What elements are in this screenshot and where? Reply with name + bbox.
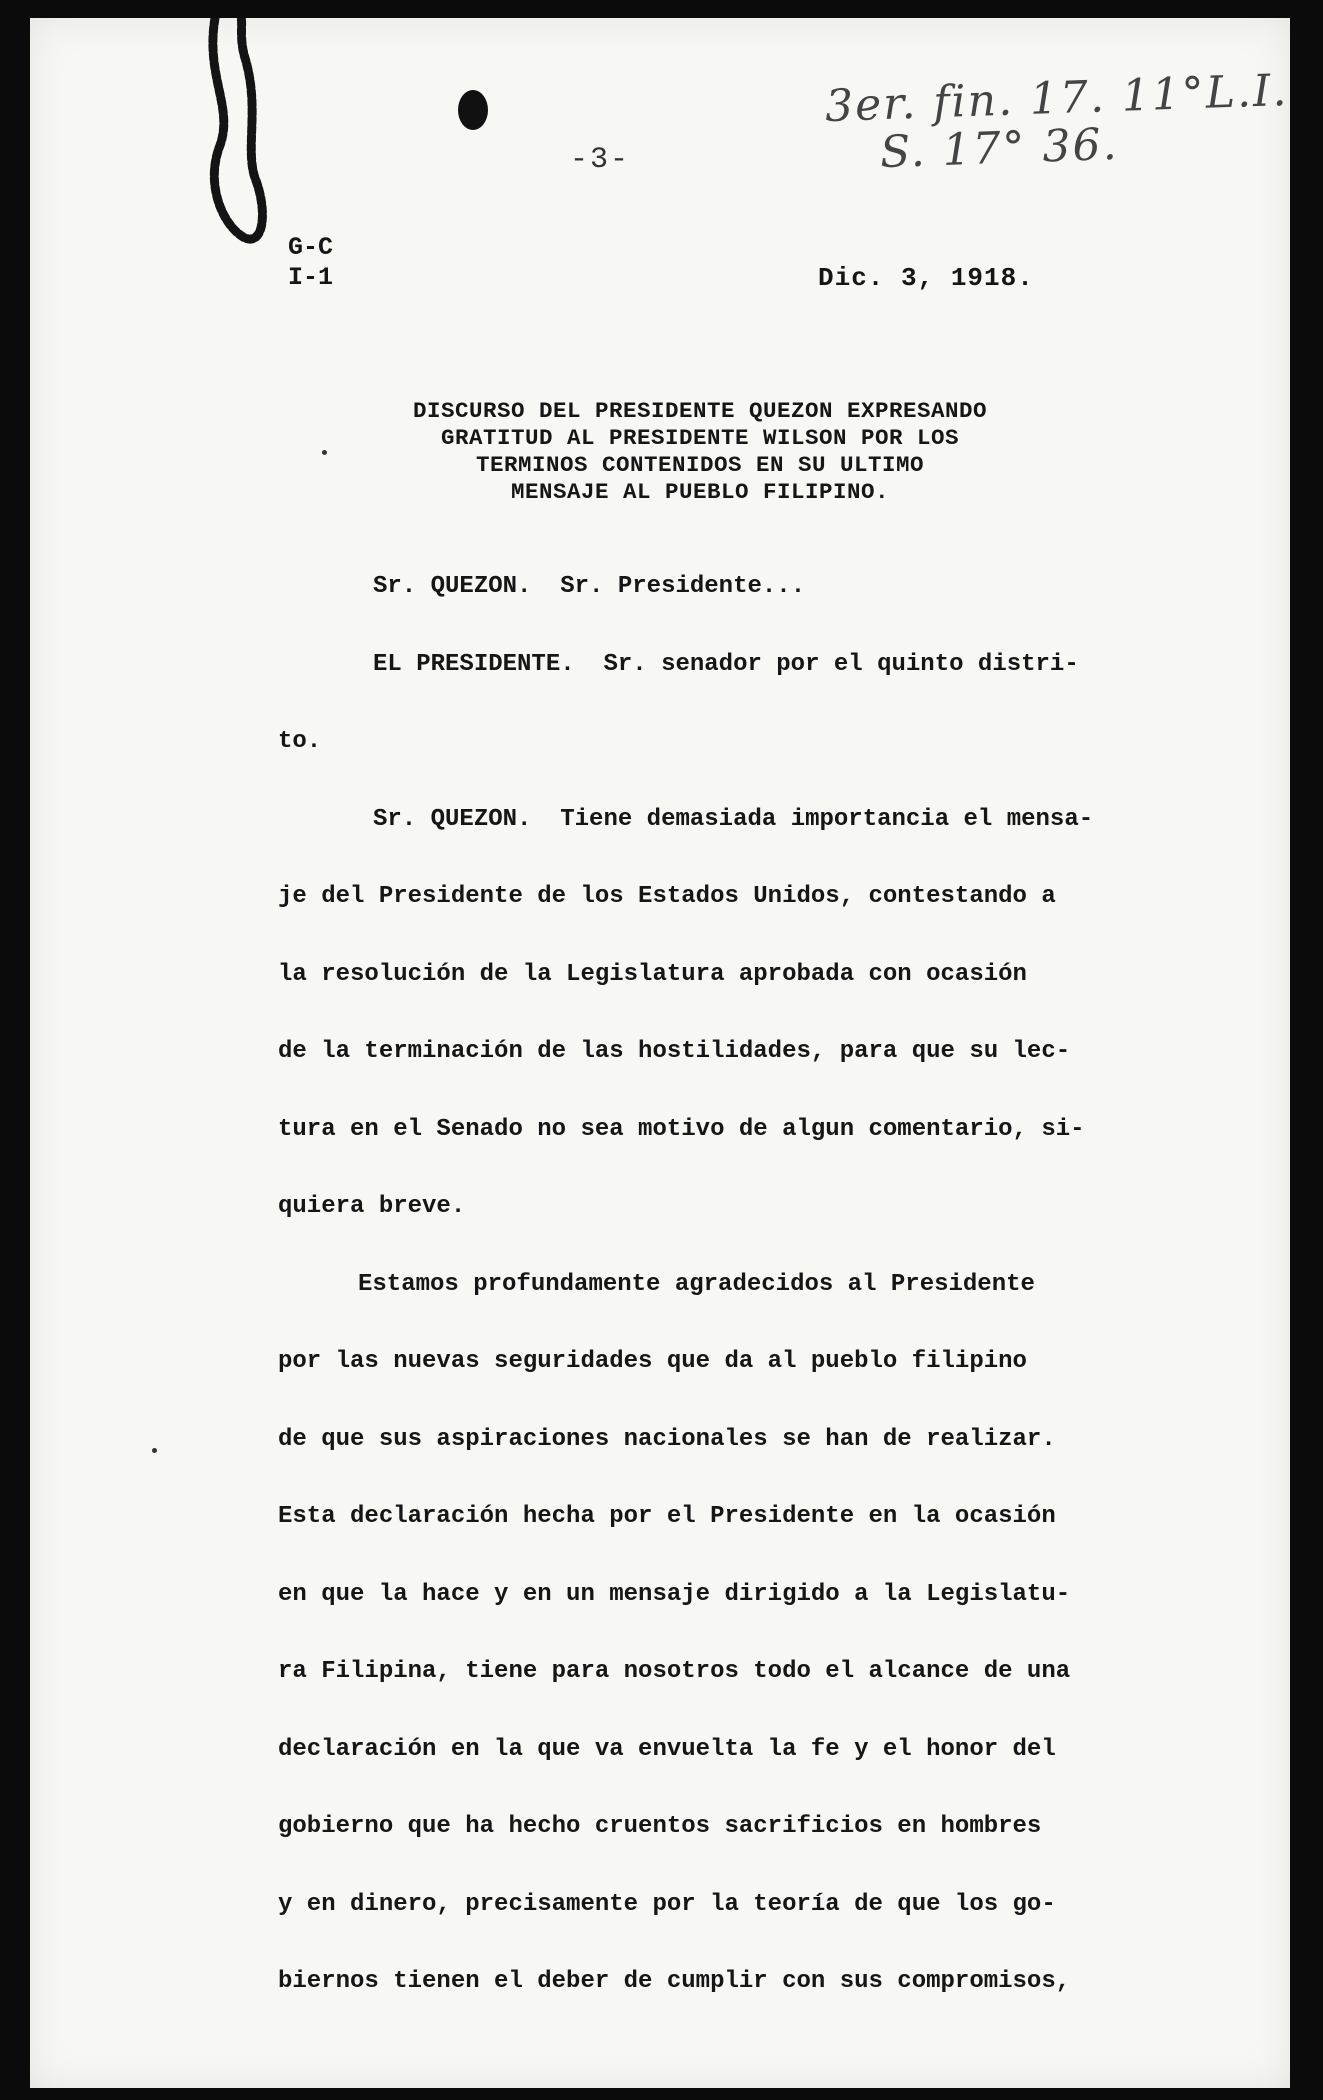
- specks: [322, 450, 327, 455]
- document-page: [30, 18, 1290, 2088]
- paragraph-1: [278, 548, 1198, 626]
- text-line: ra Filipina, tiene para nosotros todo el alcance de una: [278, 1658, 1071, 1685]
- text-line: y en dinero, precisamente por la teoría de que los go-: [278, 1890, 1056, 1918]
- text-line: tura en el Senado no sea motivo de algun comentario, si-: [278, 1115, 1085, 1143]
- paragraph-text: Sr. Presidente...: [560, 573, 806, 600]
- title-line: GRATITUD AL PRESIDENTE WILSON POR LOS: [440, 425, 960, 451]
- text-line: je del Presidente de los Estados Unidos, contestando a: [278, 883, 1056, 910]
- speech-title: [320, 398, 1080, 506]
- title-line: TERMINOS CONTENIDOS EN SU ULTIMO: [475, 452, 925, 478]
- page-number: -3-: [570, 143, 631, 177]
- text-line: por las nuevas seguridades que da al pueblo filipino: [278, 1348, 1027, 1375]
- text-line: la resolución de la Legislatura aprobada con ocasión: [278, 960, 1027, 988]
- paragraph-2-continuation: to.: [278, 728, 322, 755]
- specks: [152, 1448, 157, 1453]
- document-code-line-2: I-1: [288, 263, 334, 292]
- text-line: quiera breve.: [278, 1193, 466, 1220]
- paragraph-4: Estamos profundamente agradecidos al Presidente: [358, 1270, 1035, 1298]
- speaker-label: Sr. QUEZON.: [373, 805, 532, 833]
- binding-string: [205, 18, 275, 258]
- text-line: gobierno que ha hecho cruentos sacrificios en hombres: [278, 1813, 1042, 1840]
- document-code-line-1: G-C: [288, 233, 334, 262]
- text-line: declaración en la que va envuelta la fe y el honor del: [278, 1735, 1056, 1763]
- speaker-label: EL PRESIDENTE.: [373, 650, 575, 678]
- title-line: MENSAJE AL PUEBLO FILIPINO.: [510, 479, 890, 505]
- text-line: Esta declaración hecha por el Presidente en la ocasión: [278, 1503, 1056, 1530]
- document-date: Dic. 3, 1918.: [818, 263, 1034, 293]
- text-line: en que la hace y en un mensaje dirigido a la Legislatu-: [278, 1580, 1071, 1608]
- text-line: de que sus aspiraciones nacionales se han de realizar.: [278, 1425, 1056, 1453]
- document-code: [288, 233, 333, 293]
- paragraph-text: Sr. senador por el quinto distri-: [603, 650, 1079, 678]
- text-line: biernos tienen el deber de cumplir con sus compromisos,: [278, 1968, 1071, 1995]
- paragraph-2: [278, 626, 1198, 704]
- punch-hole: [458, 90, 488, 130]
- text-line: de la terminación de las hostilidades, para que su lec-: [278, 1038, 1071, 1065]
- handwritten-notation-1: 3er. fin. 17. 11°L.I.: [824, 64, 1290, 133]
- speech-body: [278, 548, 1198, 2021]
- speaker-label: Sr. QUEZON.: [373, 573, 532, 600]
- paragraph-3: [278, 781, 1198, 859]
- paragraph-text: Tiene demasiada importancia el mensa-: [560, 805, 1094, 833]
- handwritten-notation-2: S. 17° 36.: [879, 118, 1120, 179]
- title-line: DISCURSO DEL PRESIDENTE QUEZON EXPRESANDO: [412, 398, 988, 424]
